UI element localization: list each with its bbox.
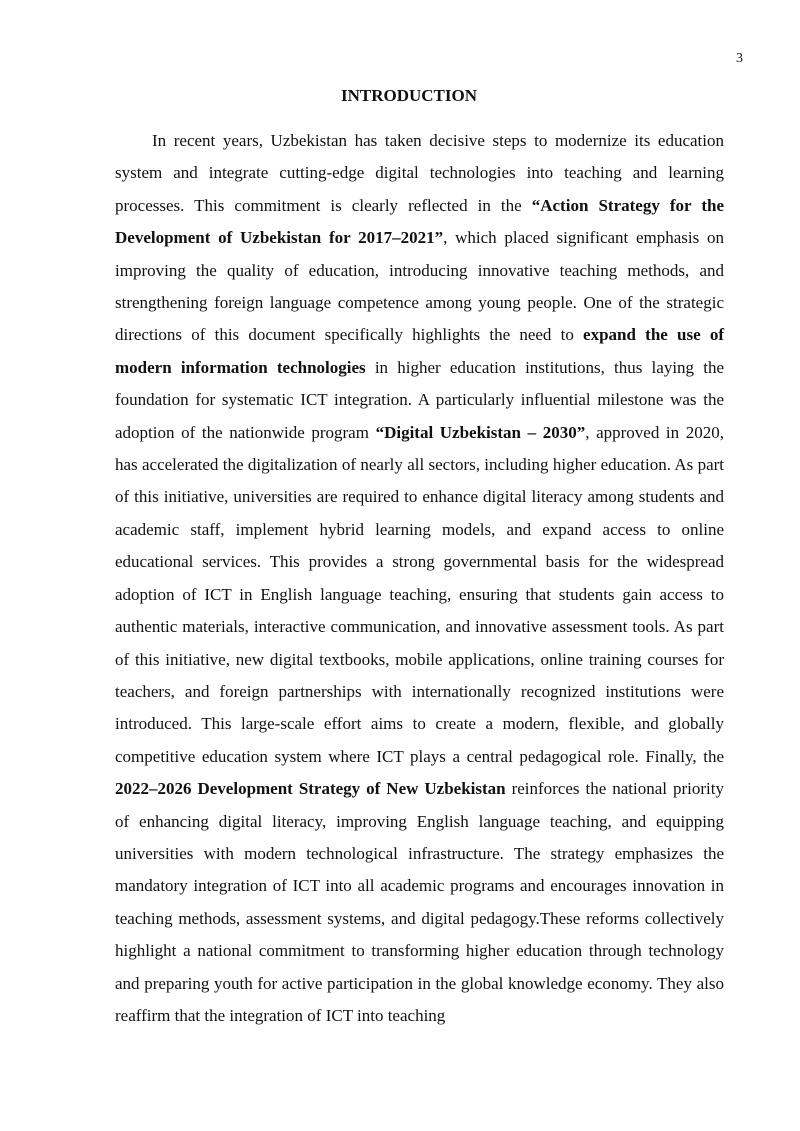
paragraph-bold-text: “Action Strategy for the Development of Uzbekistan for 2017–2021” [115,195,724,248]
paragraph-text: reinforces the national priority of enhancing digital literacy, improving English language teaching, and equipping universities with modern technological infrastructure. The strategy emphasizes the mandatory integration of ICT into all academic programs and encourages innovation in teaching methods, assessment systems, and digital pedagogy.These reforms collectively highlight a national commitment to transforming higher education through technology and preparing youth for active participation in the global knowledge economy. They also reaffirm that the integration of ICT into teaching [115,779,724,1025]
paragraph-bold-text: expand the use of modern information technologies [115,325,724,377]
paragraph-text: , approved in 2020, has accelerated the digitalization of nearly all sectors, including higher education. As part of this initiative, universities are required to enhance digital literacy among students and academic staff, implement hybrid learning models, and expand access to online educational services. This provides a strong governmental basis for the widespread adoption of ICT in English language teaching, ensuring that students gain access to authentic materials, interactive communication, and innovative assessment tools. As part of this initiative, new digital textbooks, mobile applications, online training courses for teachers, and foreign partnerships with internationally recognized institutions were introduced. This large-scale effort aims to create a modern, flexible, and globally competitive education system where ICT plays a central pedagogical role. Finally, the [115,422,724,766]
paragraph-text: , which placed significant emphasis on improving the quality of education, introducing innovative teaching methods, and strengthening foreign language competence among young people. One of the strategic directions of this document specifically highlights the need to [115,228,724,345]
paragraph-bold-text: “Digital Uzbekistan – 2030” [375,422,586,442]
section-title: INTRODUCTION [340,86,478,105]
page-number: 3 [736,51,743,66]
introduction-paragraph [115,125,724,1032]
paragraph-bold-text: 2022–2026 Development Strategy of New Uzbekistan [115,779,506,799]
paragraph-text: In recent years, Uzbekistan has taken decisive steps to modernize its education system and integrate cutting-edge digital technologies into teaching and learning processes. This commitment is clearly reflected in the [115,131,724,215]
paragraph-text: in higher education institutions, thus laying the foundation for systematic ICT integration. A particularly influential milestone was the adoption of the nationwide program [115,357,724,442]
